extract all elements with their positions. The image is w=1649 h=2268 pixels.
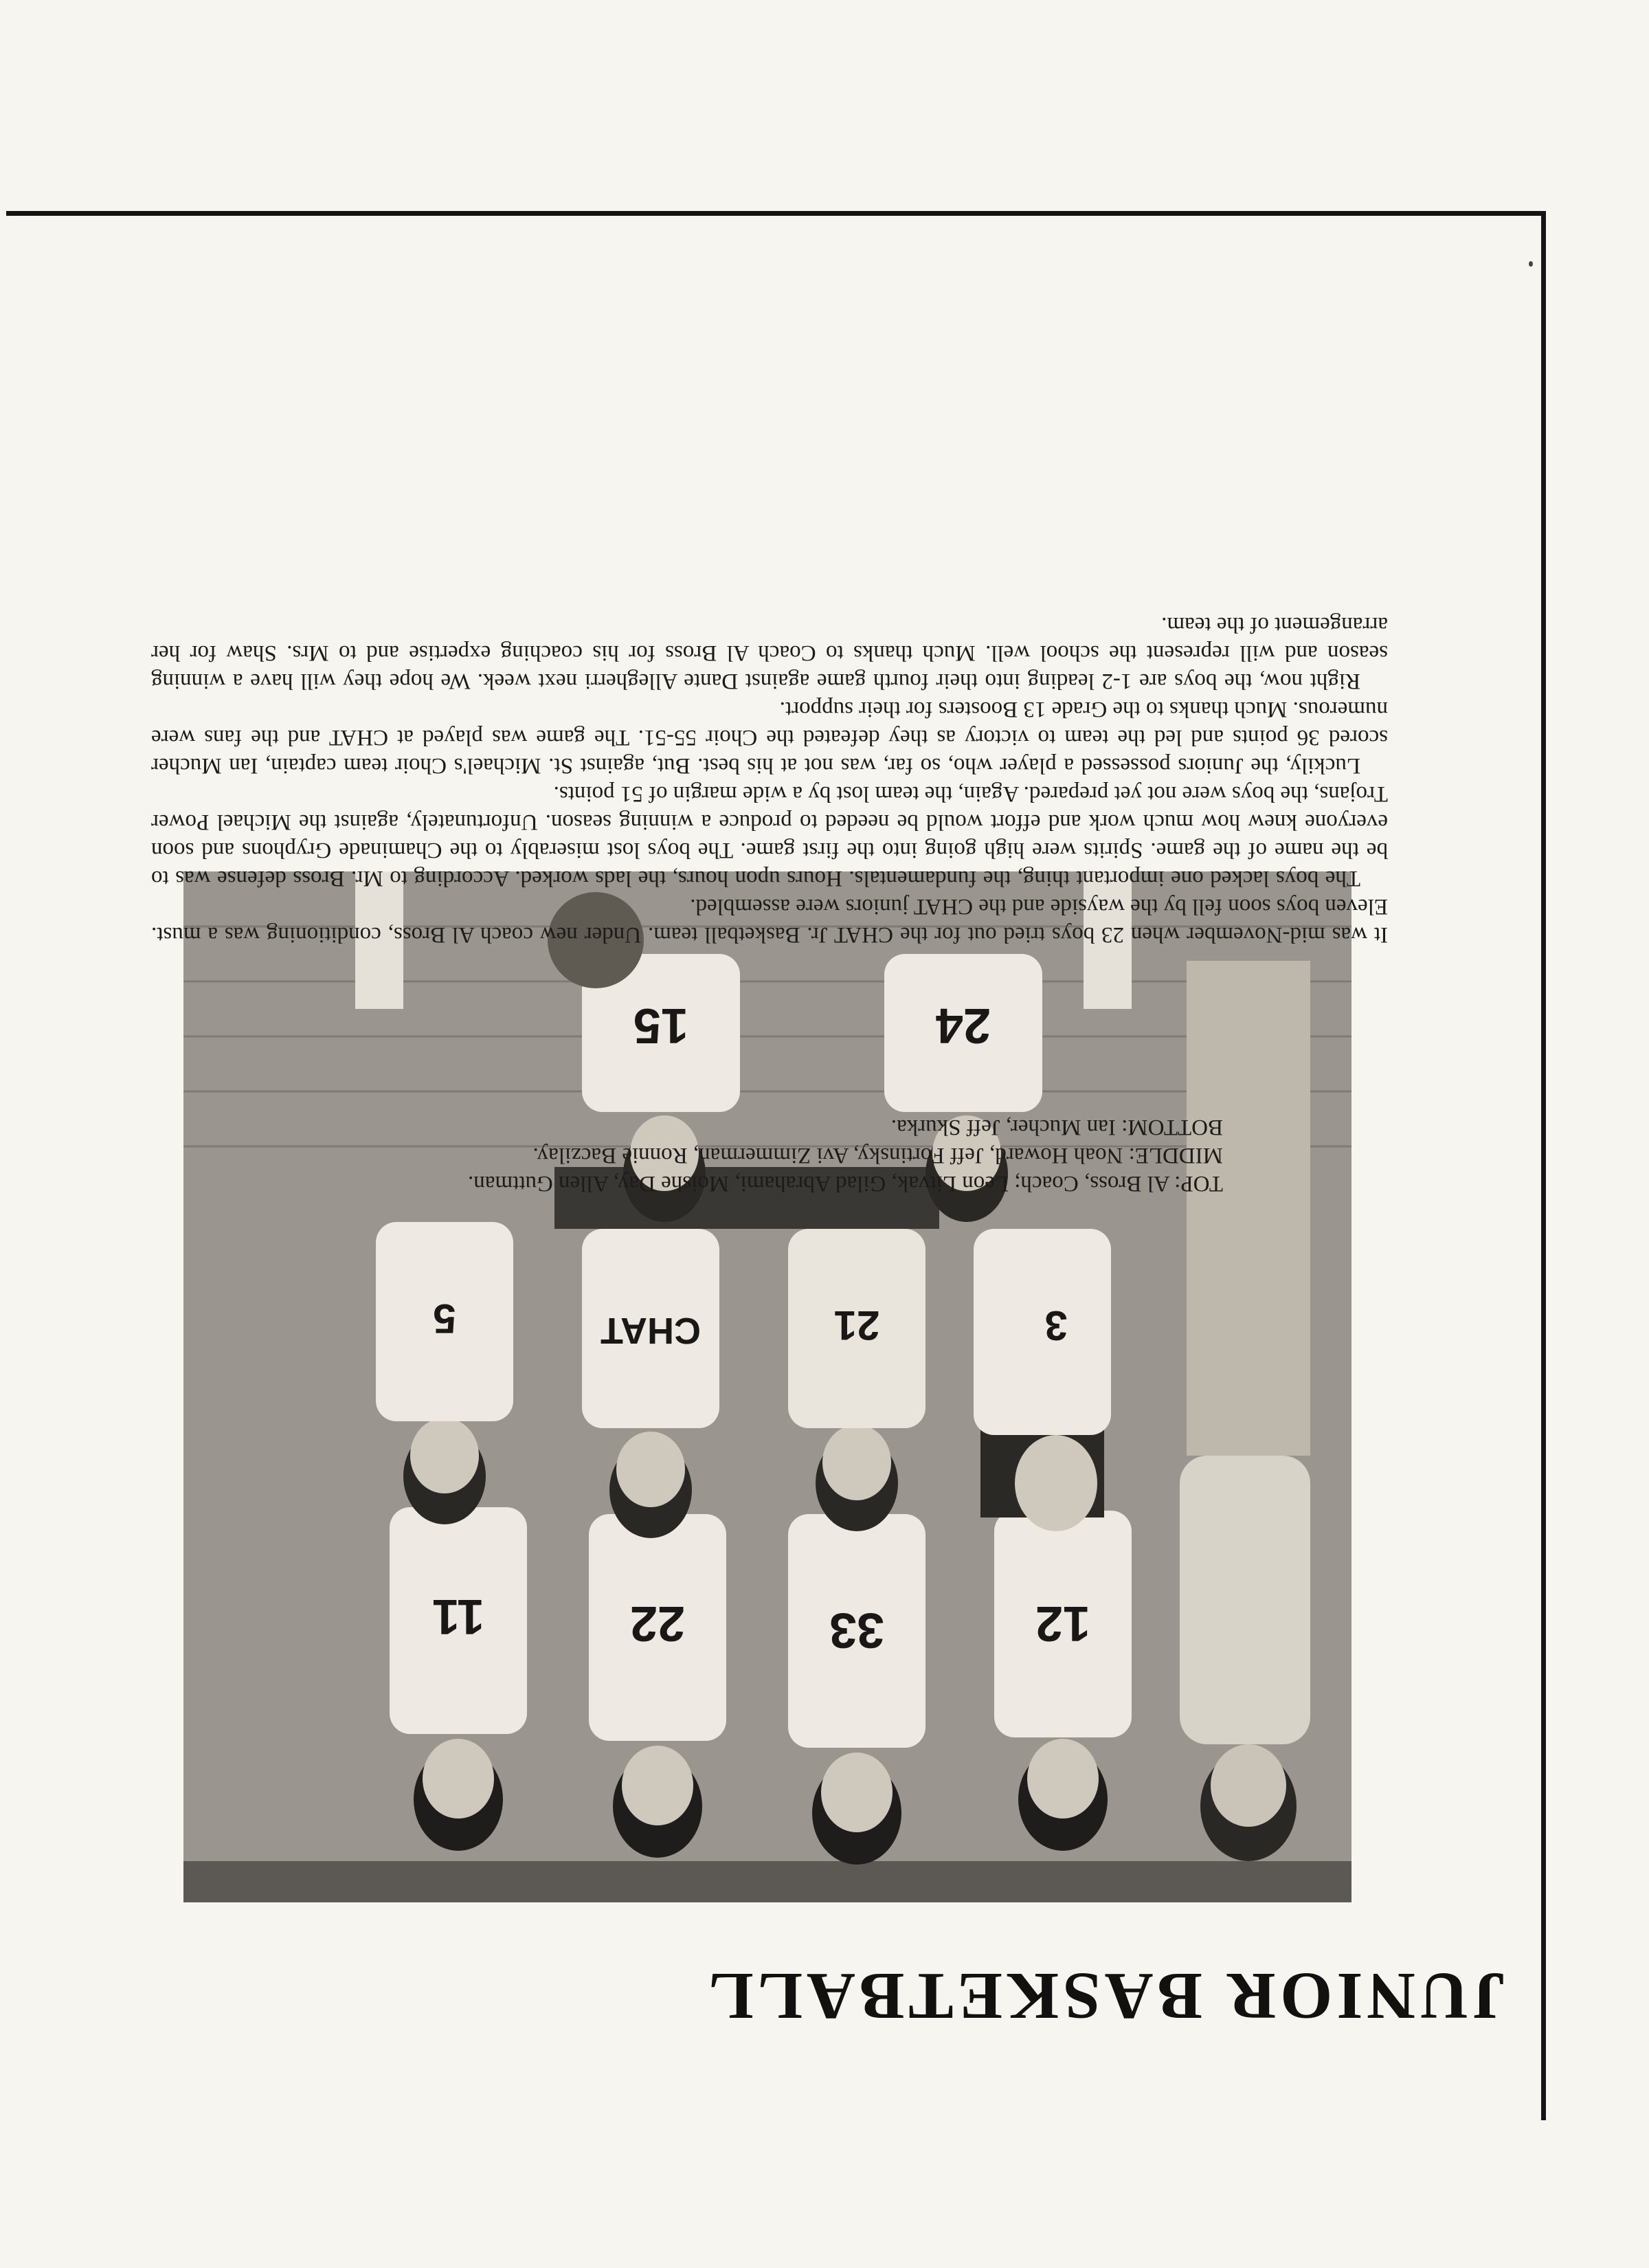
- caption-bottom-row: BOTTOM: Ian Mucher, Jeff Skurka.: [890, 1115, 1223, 1139]
- jersey-number: 11: [431, 1589, 485, 1644]
- caption-top-row: TOP: Al Bross, Coach; Leon Litvak, Gilad Abrahami, Moishe Day, Allen Guttman.: [468, 1171, 1223, 1196]
- caption-middle-row: MIDDLE: Noah Howard, Jeff Fortinsky, Avi Zimmerman, Ronnie Baczilay.: [532, 1143, 1223, 1168]
- article-body: [151, 610, 1388, 948]
- photo-caption: [261, 1113, 1223, 1197]
- article-paragraph: The boys lacked one important thing, the fundamentals. Hours upon hours, the lads worked. According to Mr. Bross defense was to be the name of the game. Spirits were high going into the first game. The boys lost miserably to the Chaminade Gryphons and soon everyone knew how much work and effort would be needed to produce a winning season. Unfortunately, against the Michael Power Trojans, the boys were not yet prepared. Again, the team lost by a wide margin of 51 points.: [151, 781, 1388, 891]
- article-paragraph: Right now, the boys are 1-2 leading into their fourth game against Dante Allegherri next week. We hope they will have a winning season and will represent the school well. Much thanks to Coach Al Bross for his coaching expertise and to Mrs. Shaw for her arrangement of the team.: [151, 612, 1388, 693]
- jersey-number: 15: [633, 998, 689, 1053]
- jersey-number: 21: [833, 1302, 880, 1348]
- jersey-text: CHAT: [601, 1310, 701, 1351]
- scan-speck: [1529, 261, 1533, 267]
- jersey-number: 33: [829, 1603, 885, 1658]
- article-paragraph: It was mid-November when 23 boys tried out for the CHAT Jr. Basketball team. Under new coach Al Bross, conditioning was a must. Eleven boys soon fell by the wayside and the CHAT juniors were assembled.: [151, 894, 1388, 947]
- jersey-number: 5: [433, 1296, 456, 1342]
- page-title: JUNIOR BASKETBALL: [704, 1959, 1506, 2033]
- team-photo: [183, 871, 1351, 1902]
- jersey-number: 3: [1044, 1302, 1068, 1348]
- jersey-number: 22: [629, 1596, 686, 1651]
- article-paragraph: Luckily, the Juniors possessed a player who, so far, was not at his best. But, against St. Michael's Choir team captain, Ian Mucher scored 36 points and led the team to victory as they defeated the Choir 55-51. The game was played at CHAT and the fans were numerous. Much thanks to the Grade 13 Boosters for their support.: [151, 697, 1388, 778]
- jersey-number: 12: [1035, 1596, 1091, 1651]
- jersey-number: 24: [935, 998, 991, 1053]
- team-photo-image: [183, 871, 1351, 1902]
